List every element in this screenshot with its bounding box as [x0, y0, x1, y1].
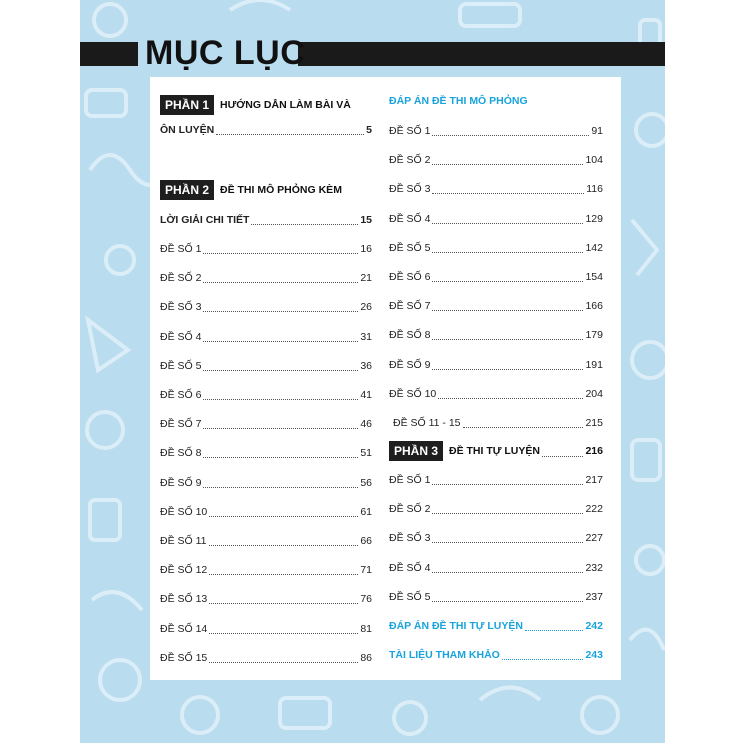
toc-entry-label: ĐỀ SỐ 3	[160, 301, 202, 314]
toc-entry[interactable]	[160, 649, 372, 667]
toc-entry-label: ĐỀ SỐ 13	[160, 593, 208, 606]
toc-entry-label: ĐỀ SỐ 5	[389, 241, 431, 254]
leader-dots	[432, 300, 583, 311]
leader-dots	[251, 214, 358, 225]
toc-entry-page: 41	[360, 389, 372, 401]
leader-dots	[432, 474, 583, 485]
toc-entry[interactable]	[160, 415, 372, 433]
toc-entry-page: 154	[585, 271, 603, 283]
part-1-badge: PHẦN 1	[160, 95, 214, 115]
toc-entry-page: 5	[366, 124, 372, 136]
toc-entry-label: ĐỀ SỐ 11	[160, 535, 207, 547]
leader-dots	[432, 503, 583, 514]
toc-entry-page: 76	[360, 593, 372, 606]
toc-entry-part-1[interactable]	[160, 121, 372, 139]
toc-entry-label: ĐỀ SỐ 1	[389, 474, 431, 486]
toc-entry-page: 166	[585, 300, 603, 313]
toc-entry[interactable]	[160, 532, 372, 550]
leader-dots	[203, 272, 358, 283]
leader-dots	[203, 447, 358, 458]
toc-entry[interactable]	[160, 328, 372, 346]
toc-entry-page: 217	[585, 474, 603, 486]
toc-entry-label: ĐỀ SỐ 6	[160, 389, 202, 401]
leader-dots	[432, 154, 583, 165]
toc-entry-label: ĐỀ SỐ 5	[160, 359, 202, 372]
toc-entry-label: ĐỀ SỐ 8	[160, 447, 202, 460]
leader-dots	[432, 562, 583, 573]
toc-entry-label: ÔN LUYỆN	[160, 124, 215, 136]
leader-dots	[502, 649, 584, 660]
toc-entry-references[interactable]	[389, 646, 603, 664]
toc-entry-page: 191	[585, 358, 603, 371]
toc-entry-label: ĐỀ SỐ 10	[389, 387, 437, 400]
toc-entry[interactable]	[389, 588, 603, 606]
toc-entry-label: ĐỀ SỐ 7	[160, 418, 202, 431]
toc-entry[interactable]	[389, 471, 603, 489]
toc-entry-label: ĐỀ SỐ 5	[389, 590, 431, 603]
leader-dots	[432, 329, 583, 340]
toc-entry[interactable]	[160, 561, 372, 579]
toc-entry-part-2[interactable]	[160, 211, 372, 229]
toc-entry-label: LỜI GIẢI CHI TIẾT	[160, 214, 250, 226]
toc-entry-label: ĐỀ SỐ 10	[160, 505, 208, 518]
toc-entry-practice-answers[interactable]	[389, 617, 603, 635]
toc-entry-label: ĐỀ SỐ 11 - 15	[393, 417, 461, 429]
toc-entry-label: ĐỀ SỐ 6	[389, 271, 431, 283]
leader-dots	[203, 418, 358, 429]
leader-dots	[203, 360, 358, 371]
toc-entry[interactable]	[389, 559, 603, 577]
toc-entry-page: 36	[360, 359, 372, 372]
toc-entry-page: 21	[360, 272, 372, 285]
toc-entry[interactable]	[160, 357, 372, 375]
toc-entry[interactable]	[389, 356, 603, 374]
toc-entry-page: 227	[585, 532, 603, 545]
toc-entry-page: 26	[360, 301, 372, 314]
part-1-heading	[160, 95, 351, 115]
leader-dots	[203, 477, 358, 488]
leader-dots	[525, 620, 584, 631]
leader-dots	[432, 183, 584, 194]
toc-entry[interactable]	[389, 529, 603, 547]
toc-entry-label: ĐỀ SỐ 1	[389, 125, 431, 137]
toc-entry[interactable]	[160, 386, 372, 404]
part-2-title: ĐỀ THI MÔ PHỎNG KÈM	[220, 184, 342, 196]
leader-dots	[209, 564, 358, 575]
toc-entry-label: ĐỀ SỐ 2	[389, 503, 431, 516]
leader-dots	[203, 389, 358, 400]
toc-entry-page: 66	[360, 535, 372, 547]
page-title: MỤC LỤC	[145, 34, 306, 72]
toc-entry[interactable]	[389, 210, 603, 228]
answers-heading: ĐÁP ÁN ĐỀ THI MÔ PHỎNG	[389, 95, 528, 107]
leader-dots	[209, 506, 358, 517]
leader-dots	[209, 535, 359, 546]
toc-entry-label: ĐỀ SỐ 14	[160, 622, 208, 635]
leader-dots	[432, 359, 583, 370]
toc-entry-label: ĐỀ SỐ 9	[389, 358, 431, 371]
part-3-title: ĐỀ THI TỰ LUYỆN	[449, 445, 540, 457]
toc-entry[interactable]	[389, 297, 603, 315]
toc-entry-page: 204	[585, 387, 603, 400]
toc-entry-label: TÀI LIỆU THAM KHẢO	[389, 649, 500, 661]
toc-entry-page: 129	[585, 212, 603, 225]
toc-entry-label: ĐỀ SỐ 3	[389, 532, 431, 545]
toc-entry[interactable]	[160, 298, 372, 316]
toc-entry[interactable]	[160, 240, 372, 258]
toc-entry[interactable]	[160, 620, 372, 638]
toc-entry[interactable]	[160, 269, 372, 287]
part-1-title: HƯỚNG DẪN LÀM BÀI VÀ	[220, 99, 351, 111]
toc-entry-page: 179	[585, 329, 603, 342]
part-3-heading[interactable]	[389, 441, 603, 461]
toc-entry-page: 222	[585, 503, 603, 516]
leader-dots	[432, 532, 583, 543]
toc-entry-page: 237	[585, 590, 603, 603]
toc-entry-page: 31	[360, 330, 372, 343]
part-3-page: 216	[585, 445, 603, 457]
leader-dots	[203, 243, 358, 254]
toc-entry[interactable]	[389, 239, 603, 257]
toc-entry[interactable]	[389, 151, 603, 169]
toc-entry-page: 215	[585, 417, 603, 429]
leader-dots	[216, 124, 364, 135]
book-page	[80, 0, 665, 743]
leader-dots	[209, 593, 358, 604]
toc-entry-page: 243	[585, 649, 603, 661]
toc-entry-page: 56	[360, 476, 372, 489]
toc-entry[interactable]	[389, 122, 603, 140]
toc-entry-label: ĐỀ SỐ 15	[160, 651, 208, 664]
part-3-badge: PHẦN 3	[389, 441, 443, 461]
leader-dots	[209, 623, 358, 634]
toc-entry[interactable]	[160, 474, 372, 492]
toc-card	[150, 77, 621, 680]
leader-dots	[203, 301, 358, 312]
toc-entry-page: 15	[360, 214, 372, 226]
toc-entry-page: 61	[360, 505, 372, 518]
leader-dots	[432, 213, 583, 224]
toc-entry[interactable]	[389, 500, 603, 518]
leader-dots	[463, 417, 584, 428]
leader-dots	[432, 125, 589, 136]
toc-entry[interactable]	[393, 414, 603, 432]
leader-dots	[203, 331, 358, 342]
toc-entry-label: ĐÁP ÁN ĐỀ THI TỰ LUYỆN	[389, 620, 523, 632]
toc-entry-page: 46	[360, 418, 372, 431]
toc-entry-label: ĐỀ SỐ 2	[389, 154, 431, 167]
toc-entry-page: 142	[585, 241, 603, 254]
leader-dots	[542, 446, 583, 457]
leader-dots	[432, 271, 583, 282]
leader-dots	[438, 388, 583, 399]
toc-entry[interactable]	[160, 444, 372, 462]
toc-entry-page: 51	[360, 447, 372, 460]
toc-entry-page: 242	[585, 620, 603, 632]
toc-entry[interactable]	[389, 385, 603, 403]
toc-entry-page: 71	[360, 564, 372, 577]
toc-entry-page: 104	[585, 154, 603, 167]
toc-entry-page: 16	[360, 243, 372, 255]
toc-entry-page: 232	[585, 561, 603, 574]
toc-entry-label: ĐỀ SỐ 2	[160, 272, 202, 285]
toc-entry[interactable]	[389, 180, 603, 198]
toc-entry-page: 116	[586, 183, 603, 196]
toc-entry-page: 81	[360, 622, 372, 635]
part-2-heading	[160, 180, 342, 200]
toc-entry[interactable]	[389, 268, 603, 286]
leader-dots	[432, 242, 583, 253]
leader-dots	[209, 652, 358, 663]
toc-entry-label: ĐỀ SỐ 12	[160, 564, 208, 577]
toc-entry-label: ĐỀ SỐ 4	[160, 330, 202, 343]
toc-entry-label: ĐỀ SỐ 1	[160, 243, 202, 255]
toc-entry[interactable]	[160, 503, 372, 521]
toc-entry-label: ĐỀ SỐ 4	[389, 561, 431, 574]
toc-entry[interactable]	[160, 590, 372, 608]
toc-entry-label: ĐỀ SỐ 3	[389, 183, 431, 196]
toc-entry-label: ĐỀ SỐ 8	[389, 329, 431, 342]
toc-entry[interactable]	[389, 326, 603, 344]
part-2-badge: PHẦN 2	[160, 180, 214, 200]
toc-entry-page: 86	[360, 651, 372, 664]
toc-entry-label: ĐỀ SỐ 4	[389, 212, 431, 225]
toc-entry-label: ĐỀ SỐ 7	[389, 300, 431, 313]
toc-entry-label: ĐỀ SỐ 9	[160, 476, 202, 489]
toc-entry-page: 91	[591, 125, 603, 137]
leader-dots	[432, 591, 583, 602]
